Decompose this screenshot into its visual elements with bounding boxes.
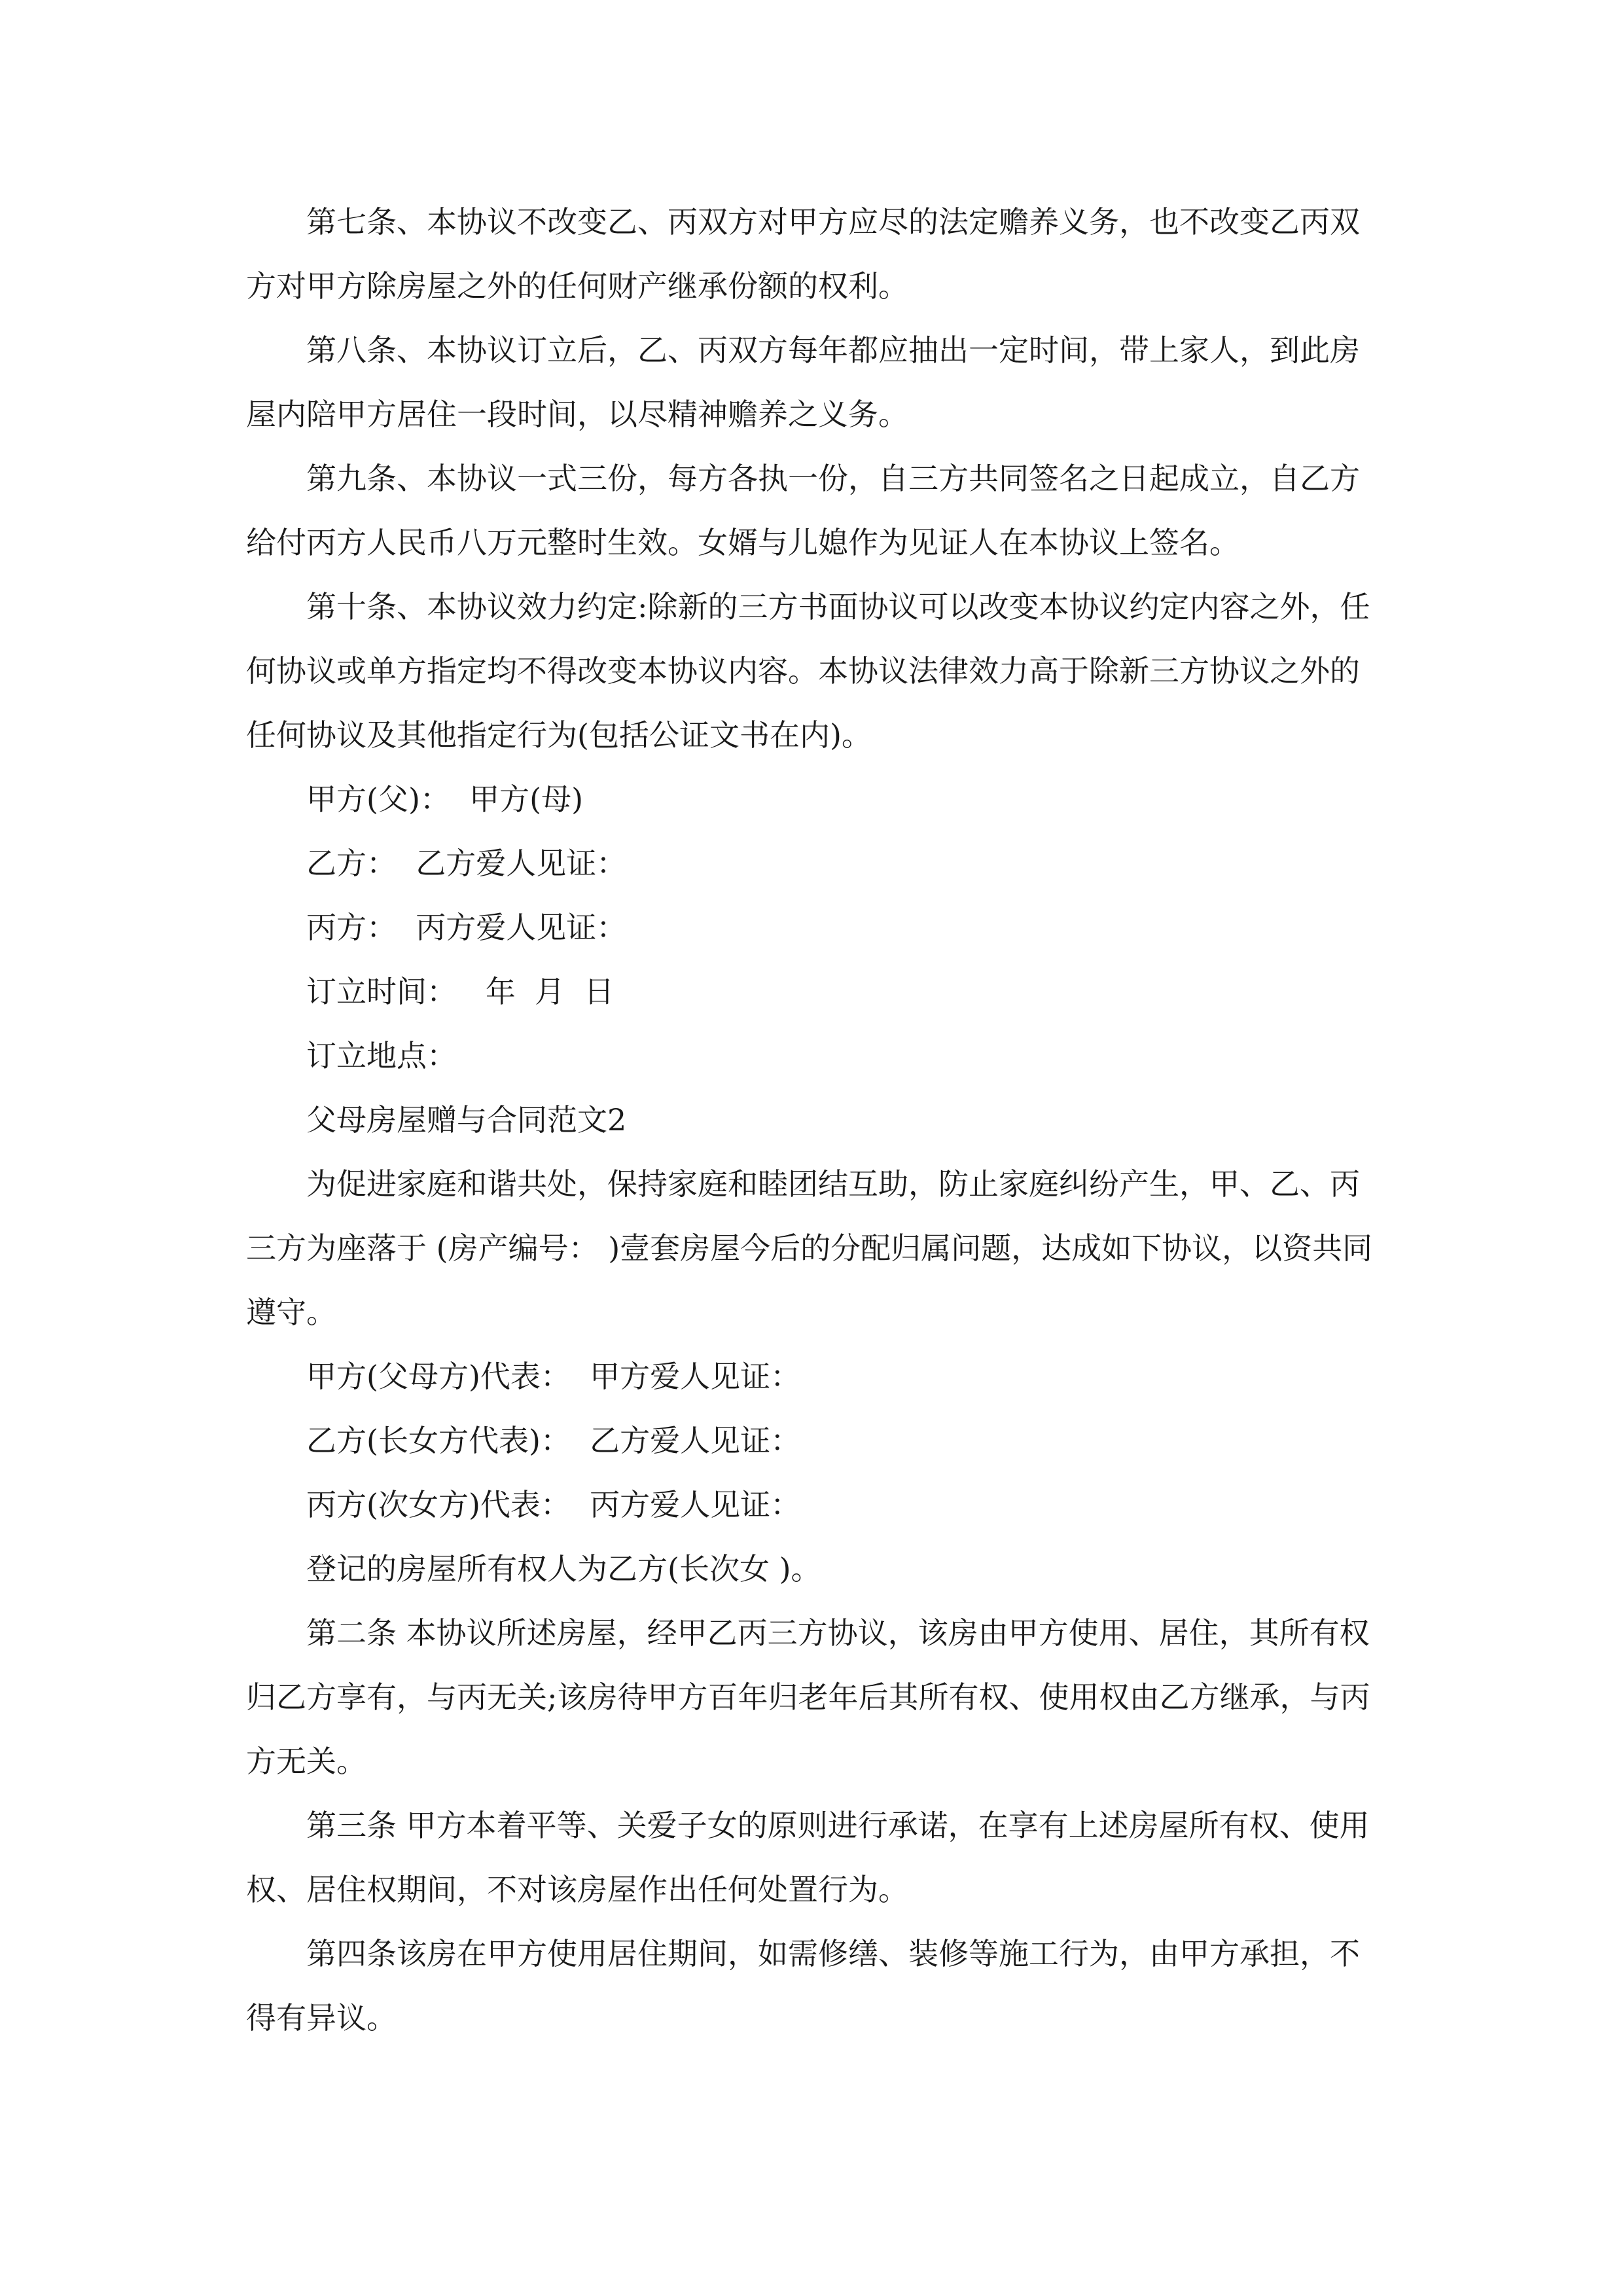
article-8: 第八条、本协议订立后，乙、丙双方每年都应抽出一定时间，带上家人，到此房屋内陪甲方居住一段时间，以尽精神赡养之义务。 (246, 332, 1360, 432)
signing-place: 订立地点： (306, 1038, 457, 1073)
article-4: 第四条该房在甲方使用居住期间，如需修缮、装修等施工行为，由甲方承担，不得有异议。 (246, 1936, 1360, 2036)
article-7: 第七条、本协议不改变乙、丙双方对甲方应尽的法定赡养义务，也不改变乙丙双方对甲方除房屋之外的任何财产继承份额的权利。 (246, 204, 1360, 304)
signature-line-party-b: 乙方： 乙方爱人见证： (306, 846, 627, 881)
intro-paragraph: 为促进家庭和谐共处，保持家庭和睦团结互助，防止家庭纠纷产生，甲、乙、丙三方为座落于 (房产编号： )壹套房屋今后的分配归属问题，达成如下协议，以资共同遵守。 (246, 1166, 1373, 1330)
representative-party-b: 乙方(长女方代表)： 乙方爱人见证： (306, 1423, 801, 1458)
article-9: 第九条、本协议一式三份，每方各执一份，自三方共同签名之日起成立，自乙方给付丙方人民币八万元整时生效。女婿与儿媳作为见证人在本协议上签名。 (246, 461, 1360, 560)
document-body (246, 190, 1385, 2050)
signature-line-party-c: 丙方： 丙方爱人见证： (306, 910, 627, 945)
signing-date: 订立时间： 年 月 日 (306, 974, 615, 1009)
representative-party-c: 丙方(次女方)代表： 丙方爱人见证： (306, 1487, 801, 1522)
registered-owner: 登记的房屋所有权人为乙方(长次女 )。 (306, 1551, 821, 1587)
article-10: 第十条、本协议效力约定:除新的三方书面协议可以改变本协议约定内容之外，任何协议或单方指定均不得改变本协议内容。本协议法律效力高于除新三方协议之外的任何协议及其他指定行为(包括公证文书在内)。 (246, 589, 1370, 753)
section-title: 父母房屋赠与合同范文2 (306, 1102, 627, 1138)
article-3: 第三条 甲方本着平等、关爱子女的原则进行承诺，在享有上述房屋所有权、使用权、居住权期间，不对该房屋作出任何处置行为。 (246, 1808, 1370, 1907)
representative-party-a: 甲方(父母方)代表： 甲方爱人见证： (306, 1359, 801, 1394)
article-2: 第二条 本协议所述房屋，经甲乙丙三方协议，该房由甲方使用、居住，其所有权归乙方享有，与丙无关;该房待甲方百年归老年后其所有权、使用权由乙方继承，与丙方无关。 (246, 1615, 1370, 1779)
signature-line-party-a: 甲方(父)： 甲方(母) (306, 781, 584, 817)
